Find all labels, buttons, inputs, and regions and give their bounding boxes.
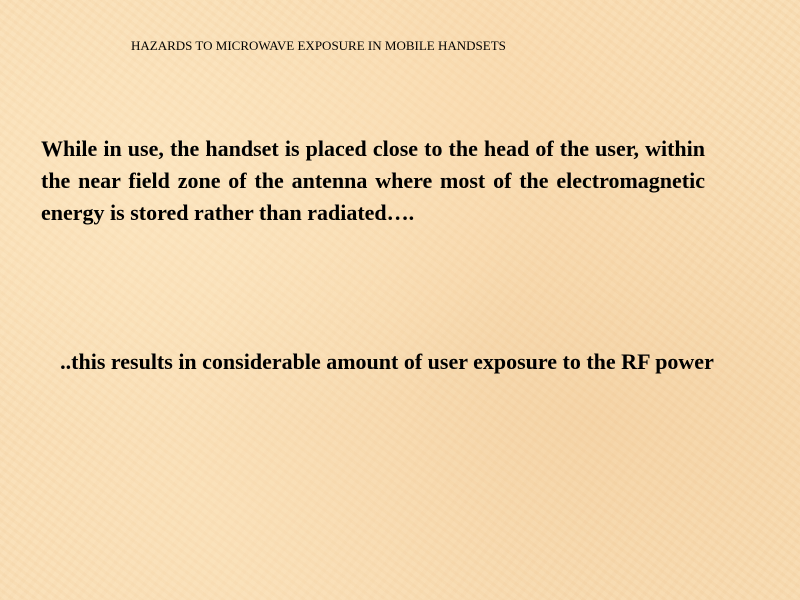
body-paragraph: While in use, the handset is placed close to the head of the user, within the near field zone of the antenna where most of the electromagnetic energy is stored rather than radiated…. [41,136,705,225]
conclusion-text: ..this results in considerable amount of user exposure to the RF power [60,349,714,374]
slide-title: HAZARDS TO MICROWAVE EXPOSURE IN MOBILE HANDSETS [131,38,506,53]
